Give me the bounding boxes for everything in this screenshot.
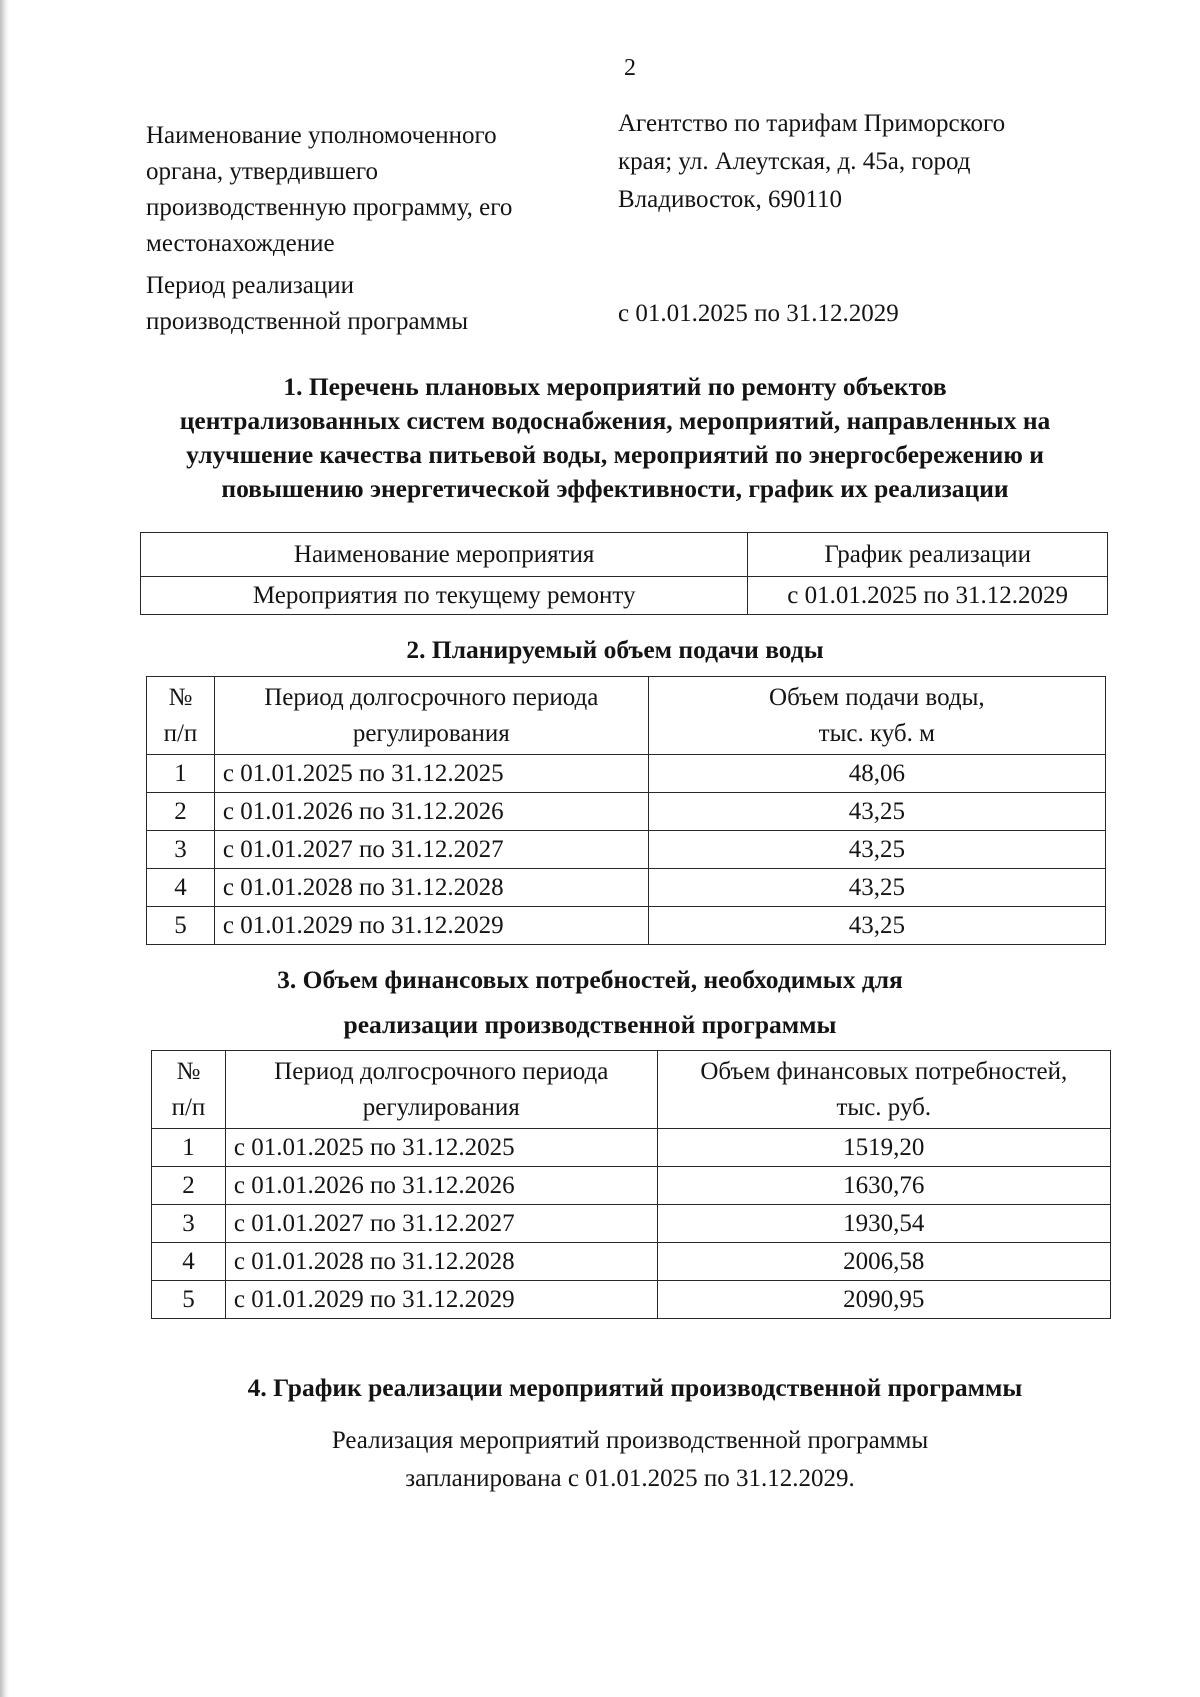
row-period: с 01.01.2026 по 31.12.2026 — [214, 793, 648, 831]
row-num: 1 — [152, 1129, 226, 1167]
activities-table — [140, 532, 1108, 615]
row-period: с 01.01.2026 по 31.12.2026 — [225, 1167, 657, 1205]
row-value: 1630,76 — [657, 1167, 1110, 1205]
row-value: 2090,95 — [657, 1281, 1110, 1319]
table-row — [152, 1205, 1111, 1243]
row-num: 4 — [147, 869, 215, 907]
header-num — [147, 677, 215, 755]
header-num-line: № — [176, 1057, 201, 1085]
table-row — [141, 577, 1108, 615]
header-value-line: тыс. куб. м — [818, 719, 935, 747]
header-num-line: п/п — [163, 719, 198, 747]
row-num: 2 — [152, 1167, 226, 1205]
header-period-line: регулирования — [362, 1093, 520, 1121]
section4-text-line: запланирована с 01.01.2025 по 31.12.2029. — [405, 1465, 855, 1492]
table-row — [147, 755, 1106, 793]
row-value: 2006,58 — [657, 1243, 1110, 1281]
section1-title-line: улучшение качества питьевой воды, мероприятий по энергосбережению и — [186, 440, 1044, 469]
section1-title-line: 1. Перечень плановых мероприятий по ремонту объектов — [283, 372, 947, 401]
row-period: с 01.01.2027 по 31.12.2027 — [214, 831, 648, 869]
scan-edge — [0, 0, 9, 1697]
section4-text-line: Реализация мероприятий производственной программы — [331, 1427, 929, 1454]
header-period-line: Период долгосрочного периода — [274, 1057, 609, 1085]
authority-value-line: края; ул. Алеутская, д. 45а, город — [618, 148, 971, 175]
section1-title — [130, 370, 1100, 506]
authority-value-line: Агентство по тарифам Приморского — [618, 110, 1006, 137]
header-period — [214, 677, 648, 755]
authority-label-line: органа, утвердившего — [146, 158, 379, 185]
section3-title-line: реализации производственной программы — [343, 1010, 837, 1039]
table-row — [152, 1281, 1111, 1319]
row-period: с 01.01.2027 по 31.12.2027 — [225, 1205, 657, 1243]
row-value: 1930,54 — [657, 1205, 1110, 1243]
header-value-line: Объем подачи воды, — [769, 683, 985, 711]
header-schedule: График реализации — [748, 533, 1108, 577]
row-value: 43,25 — [648, 831, 1105, 869]
header-period — [225, 1051, 657, 1129]
activity-name: Мероприятия по текущему ремонту — [141, 577, 748, 615]
authority-label-line: местонахождение — [146, 230, 335, 257]
section3-title — [140, 957, 1040, 1047]
header-num-line: № — [168, 683, 193, 711]
table-row — [152, 1243, 1111, 1281]
row-period: с 01.01.2028 по 31.12.2028 — [225, 1243, 657, 1281]
period-label-line: производственной программы — [146, 308, 469, 335]
table-header-row — [147, 677, 1106, 755]
row-value: 43,25 — [648, 869, 1105, 907]
period-value: с 01.01.2025 по 31.12.2029 — [618, 300, 899, 327]
row-period: с 01.01.2028 по 31.12.2028 — [214, 869, 648, 907]
section4-text — [170, 1422, 1090, 1498]
authority-label-line: производственную программу, его — [146, 194, 513, 221]
row-num: 5 — [147, 907, 215, 945]
section2-title: 2. Планируемый объем подачи воды — [406, 635, 824, 664]
header-period-line: Период долгосрочного периода — [264, 683, 599, 711]
row-num: 1 — [147, 755, 215, 793]
table-header-row — [152, 1051, 1111, 1129]
page-number: 2 — [624, 55, 636, 81]
header-period-line: регулирования — [352, 719, 510, 747]
table-row — [152, 1129, 1111, 1167]
row-num: 3 — [152, 1205, 226, 1243]
row-value: 43,25 — [648, 793, 1105, 831]
table-row — [147, 831, 1106, 869]
table-header-row — [141, 533, 1108, 577]
authority-label-line: Наименование уполномоченного — [146, 122, 497, 149]
authority-value-line: Владивосток, 690110 — [618, 186, 843, 213]
header-value-line: Объем финансовых потребностей, — [700, 1057, 1068, 1085]
header-num-line: п/п — [171, 1093, 206, 1121]
row-num: 3 — [147, 831, 215, 869]
table-row — [147, 793, 1106, 831]
header-value — [657, 1051, 1110, 1129]
table-row — [147, 907, 1106, 945]
table-row — [147, 869, 1106, 907]
row-value: 43,25 — [648, 907, 1105, 945]
row-period: с 01.01.2029 по 31.12.2029 — [214, 907, 648, 945]
table-row — [152, 1167, 1111, 1205]
financial-needs-table — [151, 1050, 1111, 1319]
section3-title-line: 3. Объем финансовых потребностей, необходимых для — [277, 965, 903, 994]
header-num — [152, 1051, 226, 1129]
row-num: 2 — [147, 793, 215, 831]
section4-title: 4. График реализации мероприятий производственной программы — [247, 1373, 1023, 1402]
row-period: с 01.01.2025 по 31.12.2025 — [225, 1129, 657, 1167]
section1-title-line: централизованных систем водоснабжения, мероприятий, направленных на — [179, 406, 1051, 435]
row-value: 1519,20 — [657, 1129, 1110, 1167]
header-value — [648, 677, 1105, 755]
header-activity-name: Наименование мероприятия — [141, 533, 748, 577]
activity-schedule: с 01.01.2025 по 31.12.2029 — [748, 577, 1108, 615]
row-num: 5 — [152, 1281, 226, 1319]
header-value-line: тыс. руб. — [836, 1093, 932, 1121]
row-period: с 01.01.2025 по 31.12.2025 — [214, 755, 648, 793]
period-label-line: Период реализации — [146, 272, 354, 299]
row-value: 48,06 — [648, 755, 1105, 793]
row-num: 4 — [152, 1243, 226, 1281]
section1-title-line: повышению энергетической эффективности, график их реализации — [221, 474, 1009, 503]
water-supply-table — [146, 676, 1106, 945]
row-period: с 01.01.2029 по 31.12.2029 — [225, 1281, 657, 1319]
